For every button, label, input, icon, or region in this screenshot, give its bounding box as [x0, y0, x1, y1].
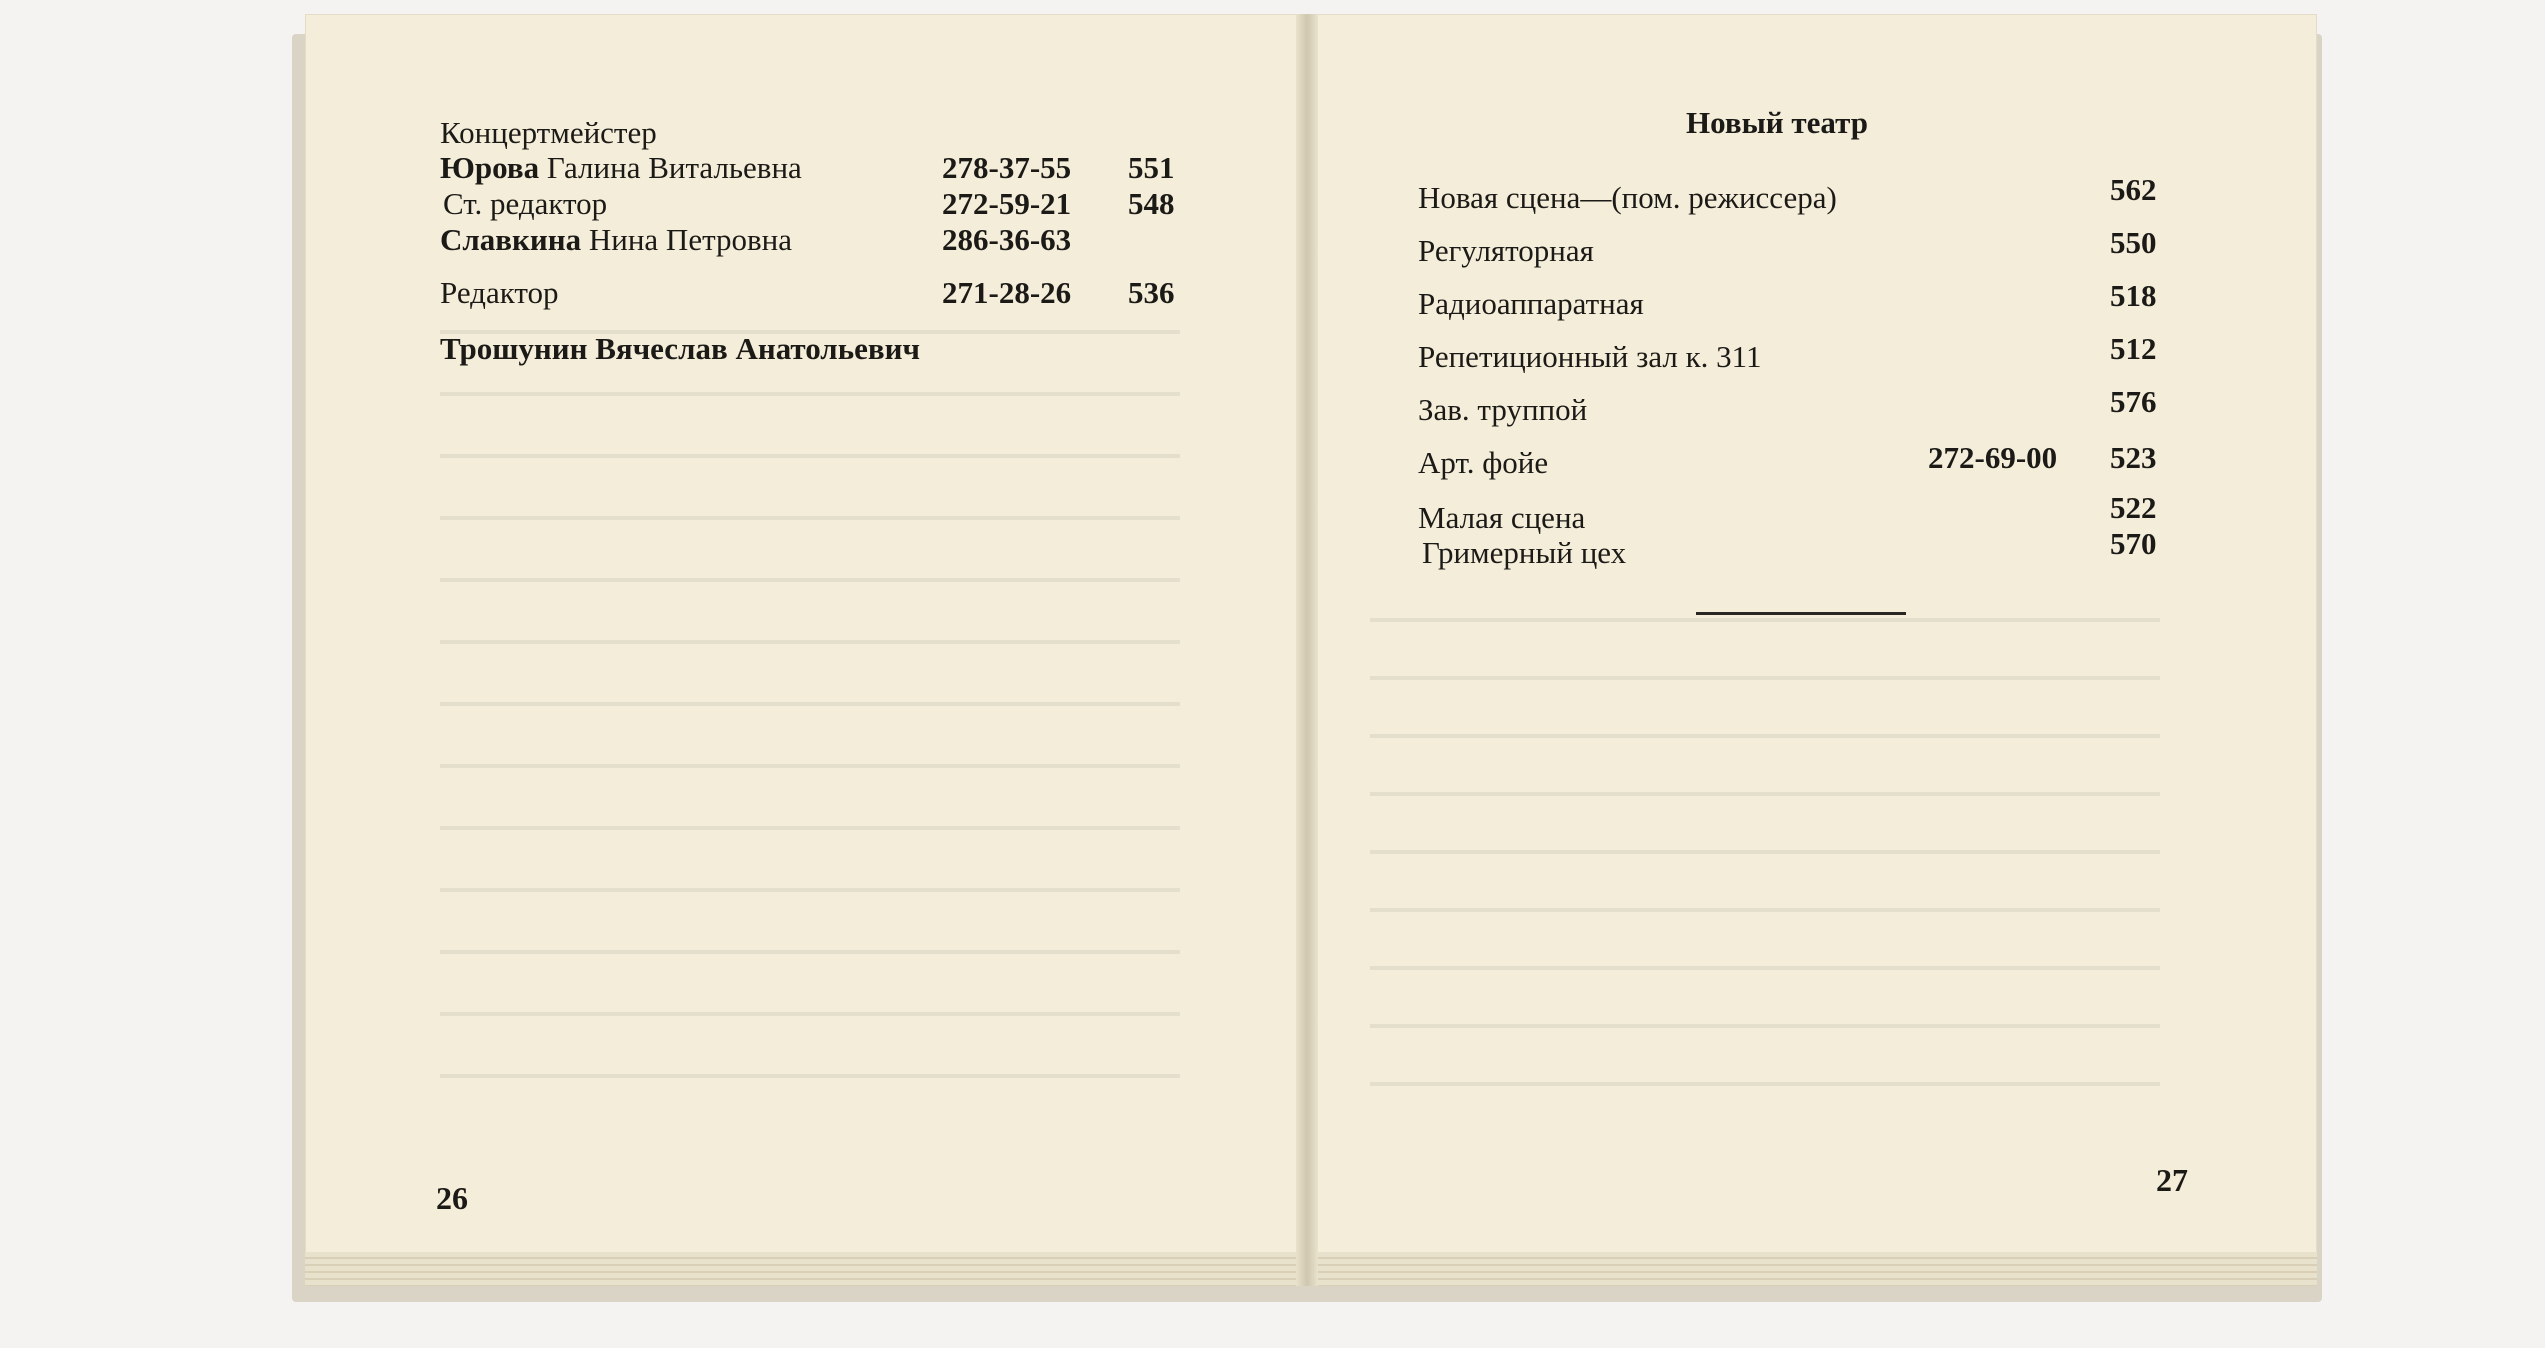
show-through-texture-left [440, 300, 1180, 1120]
phone-number: 272-59-21 [942, 186, 1072, 221]
entry-name [440, 150, 802, 186]
extension: 548 [1128, 186, 1175, 221]
extension: 551 [1128, 150, 1175, 185]
entry-name [440, 222, 792, 258]
extension: 523 [2110, 440, 2157, 475]
phone-number: 278-37-55 [942, 150, 1072, 185]
extension: 550 [2110, 225, 2157, 260]
entry-label: Зав. труппой [1418, 392, 1588, 427]
closing-rule [1696, 612, 1906, 615]
phone-number: 271-28-26 [942, 275, 1072, 310]
entry-label: Гримерный цех [1422, 535, 1627, 570]
surname: Славкина [440, 222, 582, 257]
show-through-texture-right [1370, 590, 2160, 1130]
booklet-spine [1296, 14, 1318, 1286]
page-number: 26 [436, 1180, 468, 1216]
extension: 570 [2110, 526, 2157, 561]
phone-number: 272-69-00 [1928, 440, 2058, 475]
entry-label: Радиоаппаратная [1418, 286, 1644, 321]
page-edges [1305, 1252, 2317, 1286]
extension: 522 [2110, 490, 2157, 525]
extension: 576 [2110, 384, 2157, 419]
phone-number: 286-36-63 [942, 222, 1072, 257]
extension: 512 [2110, 331, 2157, 366]
entry-label: Редактор [440, 275, 559, 310]
entry-label: Регуляторная [1418, 233, 1594, 268]
entry-name: Трошунин Вячеслав Анатольевич [440, 331, 920, 366]
extension: 536 [1128, 275, 1175, 310]
page-edges [305, 1252, 1310, 1286]
entry-label: Арт. фойе [1418, 445, 1549, 480]
entry-label: Репетиционный зал к. 311 [1418, 339, 1762, 374]
entry-label: Ст. редактор [443, 186, 608, 221]
page-number: 27 [2156, 1162, 2188, 1198]
entry-label: Малая сцена [1418, 500, 1586, 535]
section-heading: Новый театр [1686, 105, 1868, 140]
given-names: Нина Петровна [581, 222, 792, 257]
extension: 518 [2110, 278, 2157, 313]
entry-label: Концертмейстер [440, 115, 657, 150]
entry-label: Новая сцена—(пом. режиссера) [1418, 180, 1837, 215]
surname: Юрова [440, 150, 540, 185]
given-names: Галина Витальевна [539, 150, 802, 185]
extension: 562 [2110, 172, 2157, 207]
